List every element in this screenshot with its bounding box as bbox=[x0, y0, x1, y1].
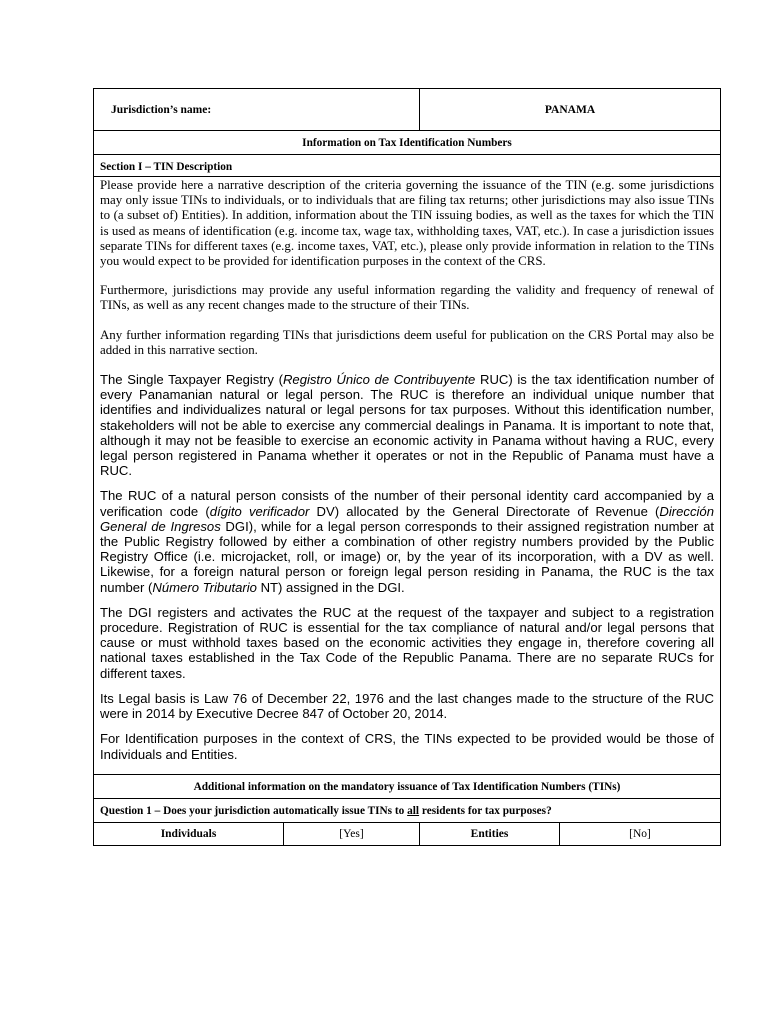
jurisdiction-row bbox=[94, 89, 721, 131]
additional-info-row bbox=[94, 774, 721, 798]
entities-answer: [No] bbox=[560, 822, 721, 845]
question1-title: Question 1 – Does your jurisdiction automatically issue TINs to all residents for tax purposes? bbox=[94, 798, 721, 822]
question1-answer-row bbox=[94, 822, 721, 845]
ruc-paragraph-1: The Single Taxpayer Registry (Registro Único de Contribuyente RUC) is the tax identification number of every Panamanian natural or legal person. The RUC is therefore an individual unique number that identifies and individualizes natural or legal persons for tax purposes. Without this identification number, stakeholders will not be able to exercise any commercial dealings in Panama. It is important to note that, although it may not be feasible to exercise an economic activity in Panama without having a RUC, every legal person registered in Panama whether it operates or not in the Republic of Panama must have a RUC. bbox=[100, 372, 715, 479]
ruc-paragraph-3: The DGI registers and activates the RUC at the request of the taxpayer and subject to a registration procedure. Registration of RUC is essential for the tax compliance of natural and/or legal persons that cause or must withhold taxes based on the economic activities they engage in, therefore covering all national taxes established in the Tax Code of the Republic Panama. There are no separate RUCs for different taxes. bbox=[100, 604, 715, 681]
info-title: Information on Tax Identification Numbers bbox=[94, 131, 721, 155]
entities-label: Entities bbox=[420, 822, 560, 845]
section1-title-row bbox=[94, 155, 721, 177]
tin-form-table bbox=[93, 88, 721, 846]
instruction-paragraph-3: Any further information regarding TINs that jurisdictions deem useful for publication on the CRS Portal may also be added in this narrative section. bbox=[100, 327, 715, 357]
jurisdiction-label: Jurisdiction’s name: bbox=[94, 89, 420, 131]
additional-info-title: Additional information on the mandatory issuance of Tax Identification Numbers (TINs) bbox=[94, 774, 721, 798]
section1-title: Section I – TIN Description bbox=[94, 155, 721, 177]
ruc-paragraph-2: The RUC of a natural person consists of the number of their personal identity card accompanied by a verification code (dígito verificador DV) allocated by the General Directorate of Revenue (Dirección General de Ingresos DGI), while for a legal person corresponds to their assigned registration number at the Public Registry followed by either a combination of other registry numbers provided by the Public Registry Office (i.e. microjacket, roll, or image) or, by the year of its incorporation, with a DV as well. Likewise, for a foreign natural person or foreign legal person residing in Panama, the RUC is the tax number (Número Tributario NT) assigned in the DGI. bbox=[100, 488, 715, 595]
ruc-paragraph-4: Its Legal basis is Law 76 of December 22, 1976 and the last changes made to the structure of the RUC were in 2014 by Executive Decree 847 of October 20, 2014. bbox=[100, 690, 715, 722]
instruction-paragraph-2: Furthermore, jurisdictions may provide any useful information regarding the validity and frequency of renewal of TINs, as well as any recent changes made to the structure of their TINs. bbox=[100, 283, 715, 313]
section1-body-row bbox=[94, 177, 721, 775]
question1-row bbox=[94, 798, 721, 822]
individuals-answer: [Yes] bbox=[284, 822, 420, 845]
instruction-paragraph-1: Please provide here a narrative description of the criteria governing the issuance of the TIN (e.g. some jurisdictions may only issue TINs to individuals, or to individuals that are filing tax returns; other jurisdictions may also issue TINs to (a subset of) Entities). In addition, information about the TIN issuing bodies, as well as the taxes for which the TIN is used as means of identification (e.g. income tax, wage tax, withholding taxes, VAT, etc.). In case a jurisdiction issues separate TINs for different taxes (e.g. income taxes, VAT, etc.), please only provide information in relation to the TINs you would expect to be provided for identification purposes in the context of the CRS. bbox=[100, 178, 715, 269]
section1-narrative bbox=[94, 177, 721, 775]
individuals-label: Individuals bbox=[94, 822, 284, 845]
info-title-row bbox=[94, 131, 721, 155]
jurisdiction-value: PANAMA bbox=[420, 89, 721, 131]
ruc-paragraph-5: For Identification purposes in the context of CRS, the TINs expected to be provided would be those of Individuals and Entities. bbox=[100, 731, 715, 762]
